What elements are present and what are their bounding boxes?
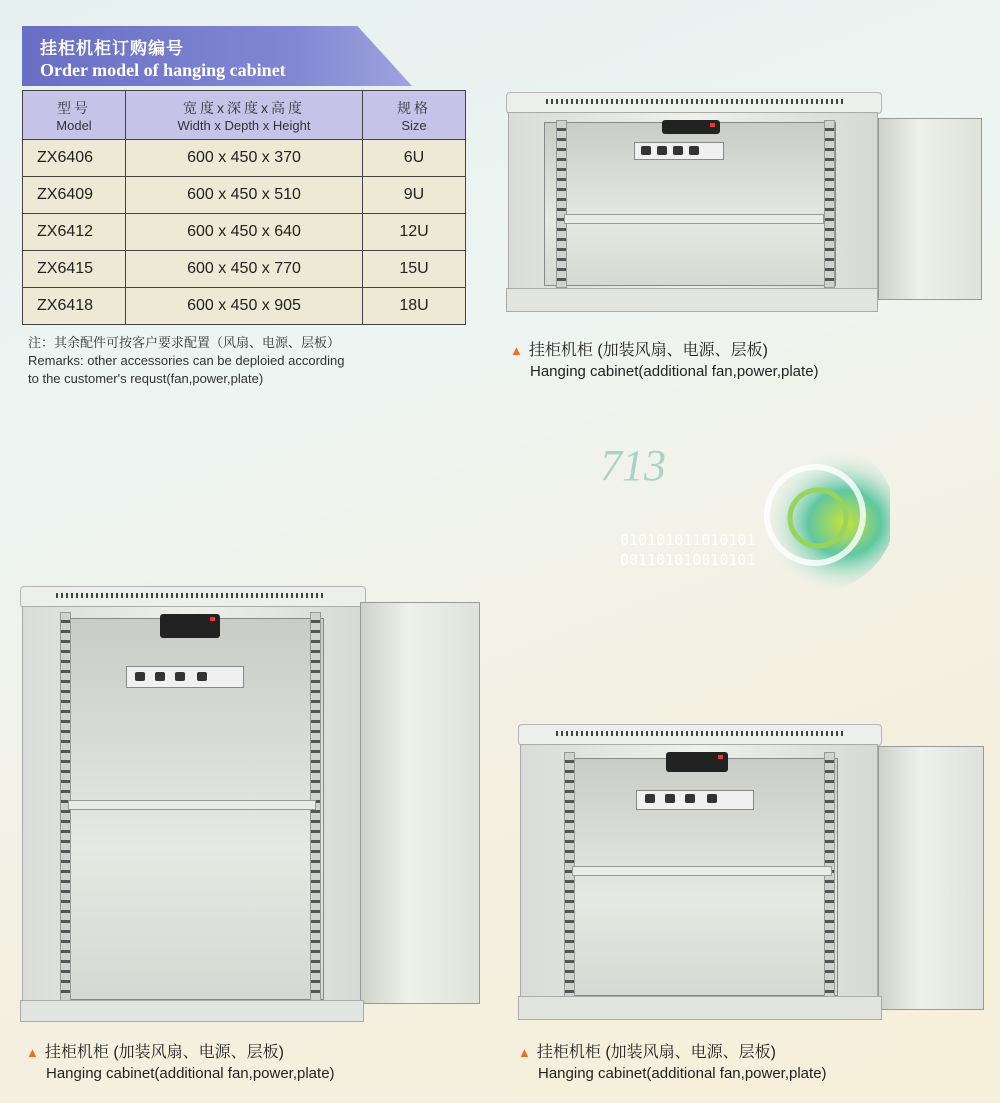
shelf-plate bbox=[564, 214, 824, 224]
cell-model: ZX6418 bbox=[23, 288, 126, 325]
cabinet-base bbox=[506, 288, 878, 312]
remarks-en-line2: to the customer's requst(fan,power,plate) bbox=[28, 371, 264, 386]
remarks-cn: 注：其余配件可按客户要求配置（风扇、电源、层板） bbox=[28, 335, 341, 350]
triangle-bullet-icon: ▲ bbox=[26, 1045, 39, 1060]
col-header-size: 规格 Size bbox=[363, 91, 466, 140]
cell-model: ZX6409 bbox=[23, 177, 126, 214]
header-title-cn: 挂柜机柜订购编号 bbox=[40, 39, 184, 59]
triangle-bullet-icon: ▲ bbox=[510, 343, 523, 358]
cell-dimensions: 600 x 450 x 370 bbox=[126, 140, 363, 177]
table-header-row bbox=[23, 91, 466, 140]
remarks-note bbox=[28, 334, 345, 388]
fan-icon bbox=[666, 752, 728, 772]
cell-model: ZX6406 bbox=[23, 140, 126, 177]
cell-size: 12U bbox=[363, 214, 466, 251]
cabinet-base bbox=[20, 1000, 364, 1022]
cell-size: 6U bbox=[363, 140, 466, 177]
digital-swirl-decoration bbox=[590, 410, 890, 610]
col-header-dimensions: 宽度x深度x高度 Width x Depth x Height bbox=[126, 91, 363, 140]
cabinet-door bbox=[878, 746, 984, 1010]
cell-model: ZX6415 bbox=[23, 251, 126, 288]
cell-dimensions: 600 x 450 x 905 bbox=[126, 288, 363, 325]
cell-size: 15U bbox=[363, 251, 466, 288]
caption-bottom-left: ▲ 挂柜机柜 (加装风扇、电源、层板) Hanging cabinet(additional fan,power,plate) bbox=[26, 1044, 335, 1082]
cell-size: 18U bbox=[363, 288, 466, 325]
header-title-en: Order model of hanging cabinet bbox=[40, 60, 286, 80]
table-row bbox=[23, 140, 466, 177]
cabinet-photo-top-right bbox=[506, 92, 982, 314]
table-row bbox=[23, 177, 466, 214]
remarks-en-line1: Remarks: other accessories can be deploied according bbox=[28, 353, 345, 368]
cell-dimensions: 600 x 450 x 770 bbox=[126, 251, 363, 288]
order-model-table bbox=[22, 90, 466, 325]
deco-binary-line2: 001101010010101 bbox=[620, 551, 756, 569]
col-header-model: 型号 Model bbox=[23, 91, 126, 140]
cabinet-door bbox=[360, 602, 480, 1004]
fan-icon bbox=[160, 614, 220, 638]
cell-model: ZX6412 bbox=[23, 214, 126, 251]
caption-top-right: ▲ 挂柜机柜 (加装风扇、电源、层板) Hanging cabinet(additional fan,power,plate) bbox=[510, 342, 819, 380]
cell-size: 9U bbox=[363, 177, 466, 214]
deco-binary-line1: 010101011010101 bbox=[620, 531, 756, 549]
cabinet-door bbox=[878, 118, 982, 300]
table-row bbox=[23, 251, 466, 288]
caption-bottom-right: ▲ 挂柜机柜 (加装风扇、电源、层板) Hanging cabinet(additional fan,power,plate) bbox=[518, 1044, 827, 1082]
cell-dimensions: 600 x 450 x 510 bbox=[126, 177, 363, 214]
power-strip-icon bbox=[634, 142, 724, 160]
triangle-bullet-icon: ▲ bbox=[518, 1045, 531, 1060]
table-row bbox=[23, 214, 466, 251]
fan-icon bbox=[662, 120, 720, 134]
power-strip-icon bbox=[636, 790, 754, 810]
shelf-plate bbox=[68, 800, 316, 810]
power-strip-icon bbox=[126, 666, 244, 688]
cabinet-photo-bottom-left bbox=[20, 586, 480, 1022]
table-row bbox=[23, 288, 466, 325]
cabinet-photo-bottom-right bbox=[518, 724, 984, 1020]
shelf-plate bbox=[572, 866, 832, 876]
deco-digits-large: 713 bbox=[600, 441, 666, 490]
cell-dimensions: 600 x 450 x 640 bbox=[126, 214, 363, 251]
cabinet-base bbox=[518, 996, 882, 1020]
